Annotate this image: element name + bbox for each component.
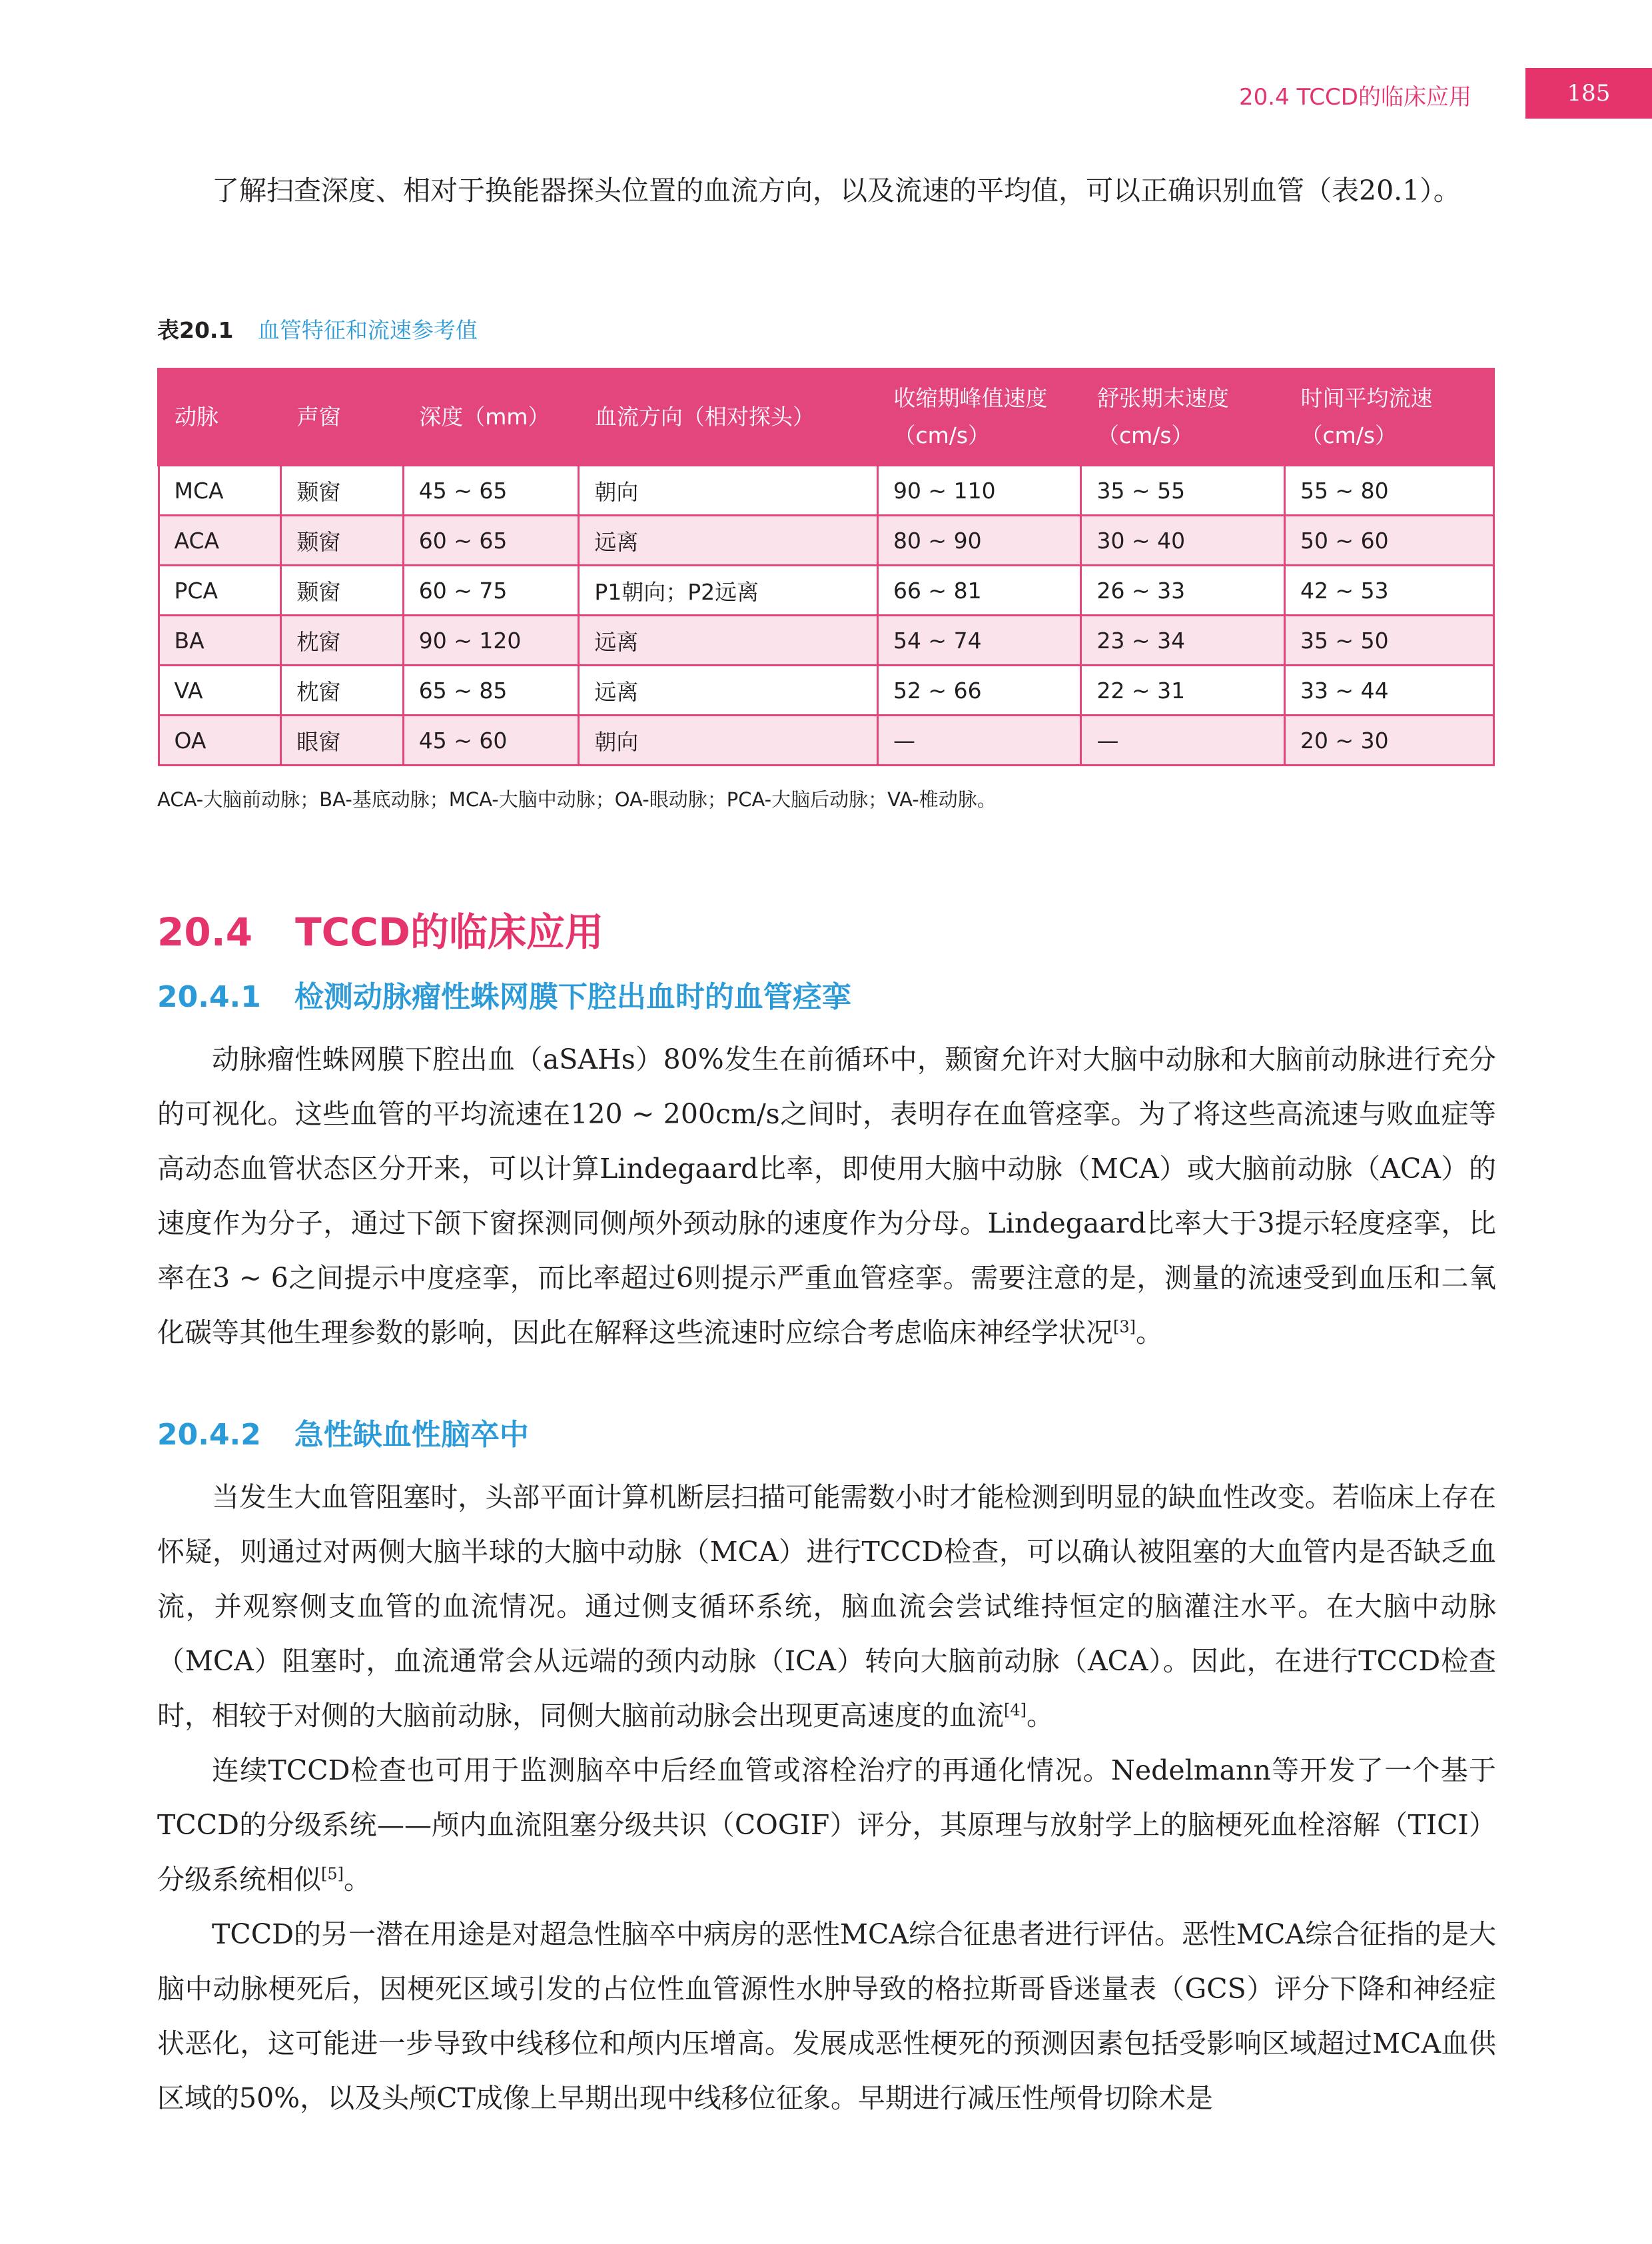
table-header-cell: 时间平均流速（cm/s） <box>1284 369 1493 465</box>
paragraph-vasospasm <box>157 1032 1496 1360</box>
table-row <box>159 616 1493 666</box>
table-header-cell: 收缩期峰值速度（cm/s） <box>877 369 1081 465</box>
subsection-heading-2 <box>157 1410 529 1453</box>
table-cell: MCA <box>159 465 281 516</box>
paragraph-text: 当发生大血管阻塞时，头部平面计算机断层扫描可能需数小时才能检测到明显的缺血性改变。若临床上存在怀疑，则通过对两侧大脑半球的大脑中动脉（MCA）进行TCCD检查，可以确认被阻塞的大血管内是否缺乏血流，并观察侧支血管的血流情况。通过侧支循环系统，脑血流会尝试维持恒定的脑灌注水平。在大脑中动脉（MCA）阻塞时，血流通常会从远端的颈内动脉（ICA）转向大脑前动脉（ACA）。因此，在进行TCCD检查时，相较于对侧的大脑前动脉，同侧大脑前动脉会出现更高速度的血流 <box>157 1481 1496 1732</box>
table-cell: 枕窗 <box>281 616 404 666</box>
table-cell: 55 ~ 80 <box>1284 465 1493 516</box>
table-cell: OA <box>159 716 281 766</box>
table-row <box>159 566 1493 616</box>
page-number: 185 <box>1567 80 1611 107</box>
table-footnote: ACA-大脑前动脉；BA-基底动脉；MCA-大脑中动脉；OA-眼动脉；PCA-大脑后动脉；VA-椎动脉。 <box>157 788 997 811</box>
table-cell: 远离 <box>579 616 878 666</box>
table-cell: 80 ~ 90 <box>877 516 1081 566</box>
table-cell: BA <box>159 616 281 666</box>
citation-ref: [3] <box>1113 1317 1136 1337</box>
table-header-cell: 深度（mm） <box>403 369 579 465</box>
subsection-heading-1 <box>157 973 851 1015</box>
table-cell: 26 ~ 33 <box>1081 566 1285 616</box>
table-cell: PCA <box>159 566 281 616</box>
table-row <box>159 716 1493 766</box>
table-cell: — <box>1081 716 1285 766</box>
paragraph-text: 连续TCCD检查也可用于监测脑卒中后经血管或溶栓治疗的再通化情况。Nedelmann等开发了一个基于TCCD的分级系统——颅内血流阻塞分级共识（COGIF）评分，其原理与放射学上的脑梗死血栓溶解（TICI）分级系统相似 <box>157 1754 1496 1896</box>
table-cell: 33 ~ 44 <box>1284 666 1493 716</box>
table-cell: 45 ~ 65 <box>403 465 579 516</box>
table-header-cell: 动脉 <box>159 369 281 465</box>
table-caption <box>157 313 478 344</box>
table-cell: 35 ~ 55 <box>1081 465 1285 516</box>
paragraph-end: 。 <box>1027 1700 1054 1732</box>
table-cell: 23 ~ 34 <box>1081 616 1285 666</box>
table-header-cell: 血流方向（相对探头） <box>579 369 878 465</box>
table-cell: 52 ~ 66 <box>877 666 1081 716</box>
table-cell: 60 ~ 65 <box>403 516 579 566</box>
table-header-cell: 舒张期末速度（cm/s） <box>1081 369 1285 465</box>
intro-paragraph: 了解扫查深度、相对于换能器探头位置的血流方向，以及流速的平均值，可以正确识别血管（表20.1）。 <box>212 175 1461 207</box>
subsection-title: 急性缺血性脑卒中 <box>294 1418 529 1452</box>
table-row <box>159 666 1493 716</box>
table-row <box>159 516 1493 566</box>
table-cell: 45 ~ 60 <box>403 716 579 766</box>
table-cell: 66 ~ 81 <box>877 566 1081 616</box>
page-number-box <box>1525 68 1652 119</box>
table-cell: 35 ~ 50 <box>1284 616 1493 666</box>
table-cell: 朝向 <box>579 465 878 516</box>
subsection-number: 20.4.1 <box>157 980 261 1014</box>
table-number: 表20.1 <box>157 317 234 343</box>
table-cell: 90 ~ 110 <box>877 465 1081 516</box>
table-cell: 颞窗 <box>281 465 404 516</box>
table-cell: — <box>877 716 1081 766</box>
table-cell: 20 ~ 30 <box>1284 716 1493 766</box>
citation-ref: [4] <box>1004 1700 1027 1720</box>
section-heading <box>157 901 604 957</box>
table-cell: 远离 <box>579 666 878 716</box>
paragraph-stroke-1 <box>157 1470 1496 1743</box>
table-cell: 22 ~ 31 <box>1081 666 1285 716</box>
table-header-row <box>159 369 1493 465</box>
table-cell: 远离 <box>579 516 878 566</box>
vessel-reference-table <box>157 368 1495 766</box>
table-header-cell: 声窗 <box>281 369 404 465</box>
table-row <box>159 465 1493 516</box>
table-cell: 颞窗 <box>281 516 404 566</box>
table-cell: 朝向 <box>579 716 878 766</box>
table-cell: 枕窗 <box>281 666 404 716</box>
table-title: 血管特征和流速参考值 <box>257 317 478 343</box>
table-cell: VA <box>159 666 281 716</box>
paragraph-stroke-2 <box>157 1743 1496 1907</box>
citation-ref: [5] <box>321 1864 344 1884</box>
paragraph-end: 。 <box>344 1864 371 1896</box>
table-cell: 颞窗 <box>281 566 404 616</box>
table-cell: 50 ~ 60 <box>1284 516 1493 566</box>
paragraph-text: 动脉瘤性蛛网膜下腔出血（aSAHs）80%发生在前循环中，颞窗允许对大脑中动脉和大脑前动脉进行充分的可视化。这些血管的平均流速在120 ~ 200cm/s之间时，表明存在血管痉挛。为了将这些高流速与败血症等高动态血管状态区分开来，可以计算Lindegaard比率，即使用大脑中动脉（MCA）或大脑前动脉（ACA）的速度作为分子，通过下颌下窗探测同侧颅外颈动脉的速度作为分母。Lindegaard比率大于3提示轻度痉挛，比率在3 ~ 6之间提示中度痉挛，而比率超过6则提示严重血管痉挛。需要注意的是，测量的流速受到血压和二氧化碳等其他生理参数的影响，因此在解释这些流速时应综合考虑临床神经学状况 <box>157 1043 1496 1349</box>
subsection-title: 检测动脉瘤性蛛网膜下腔出血时的血管痉挛 <box>294 980 851 1014</box>
table-cell: 54 ~ 74 <box>877 616 1081 666</box>
table-cell: 65 ~ 85 <box>403 666 579 716</box>
table-cell: 30 ~ 40 <box>1081 516 1285 566</box>
table-cell: 眼窗 <box>281 716 404 766</box>
table-cell: 60 ~ 75 <box>403 566 579 616</box>
table-cell: ACA <box>159 516 281 566</box>
subsection-number: 20.4.2 <box>157 1418 261 1452</box>
table-cell: 42 ~ 53 <box>1284 566 1493 616</box>
paragraph-end: 。 <box>1136 1317 1163 1349</box>
table-cell: 90 ~ 120 <box>403 616 579 666</box>
table-cell: P1朝向；P2远离 <box>579 566 878 616</box>
running-header-title: 20.4 TCCD的临床应用 <box>1239 84 1471 111</box>
section-title: TCCD的临床应用 <box>295 909 604 955</box>
section-number: 20.4 <box>157 909 253 955</box>
paragraph-stroke-3: TCCD的另一潜在用途是对超急性脑卒中病房的恶性MCA综合征患者进行评估。恶性MCA综合征指的是大脑中动脉梗死后，因梗死区域引发的占位性血管源性水肿导致的格拉斯哥昏迷量表（GCS）评分下降和神经症状恶化，这可能进一步导致中线移位和颅内压增高。发展成恶性梗死的预测因素包括受影响区域超过MCA血供区域的50%，以及头颅CT成像上早期出现中线移位征象。早期进行减压性颅骨切除术是 <box>157 1918 1496 2114</box>
